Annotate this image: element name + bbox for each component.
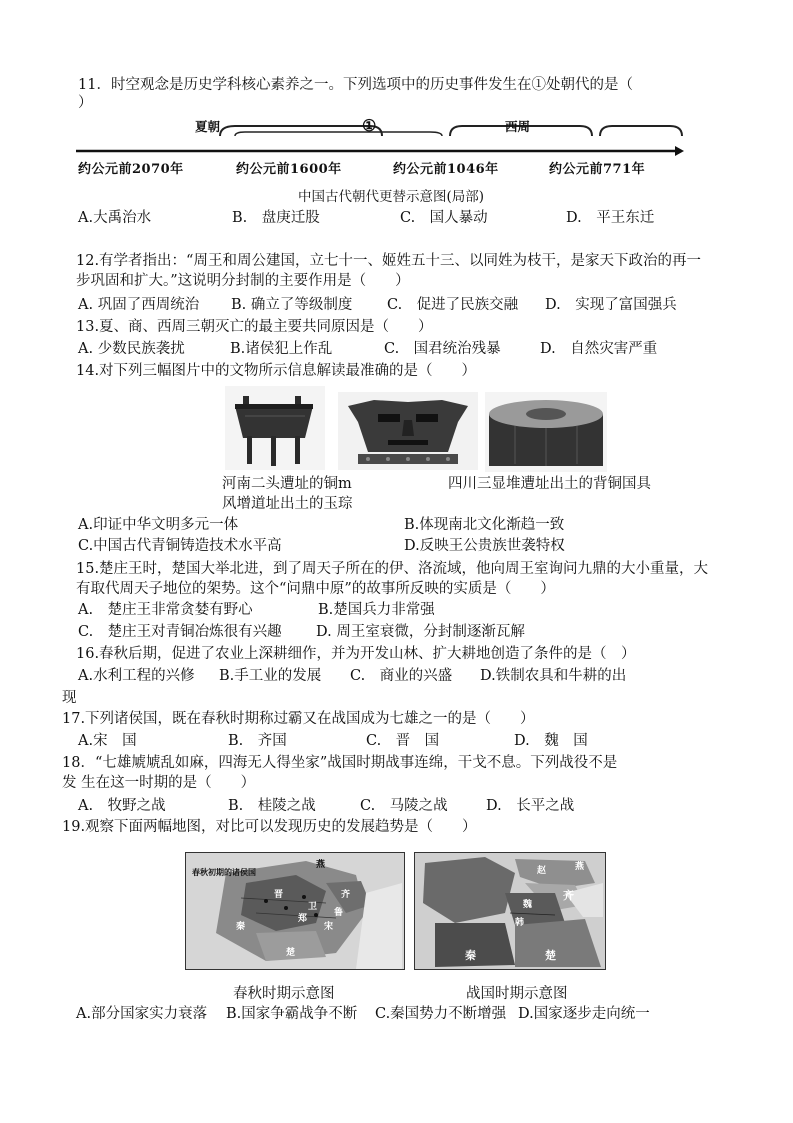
- q16-option-b: B.手工业的发展: [219, 668, 322, 684]
- q17-option-a: A.宋 国: [78, 733, 137, 749]
- q11-figure-caption: 中国古代朝代更替示意图(局部): [298, 189, 485, 205]
- q19-option-b: B.国家争霸战争不断: [226, 1006, 358, 1022]
- q15-option-b: B.楚国兵力非常强: [318, 602, 435, 618]
- map2-label-yan: 燕: [575, 862, 585, 872]
- map2-label-qi: 齐: [563, 889, 574, 902]
- q13-stem: 13.夏、商、西周三朝灭亡的最主要共同原因是（ ）: [76, 319, 433, 335]
- q11-option-b: B. 盘庚迁股: [232, 210, 320, 226]
- timeline-arrow-icon: [675, 146, 684, 156]
- q14-caption1-line2: 风增道址出土的玉琮: [222, 496, 353, 512]
- q17-option-b: B. 齐国: [228, 733, 287, 749]
- q11-option-d: D. 平王东迁: [566, 210, 655, 226]
- q19-stem: 19.观察下面两幅地图，对比可以发现历史的发展趋势是（ ）: [62, 819, 477, 835]
- timeline-date-3: 约公元前1046年: [393, 162, 499, 177]
- q12-stem-line1: 12.有学者指出：“周王和周公建国，立七十一、姬姓五十三、以同姓为枝干，是家天下政治的再一: [76, 253, 701, 269]
- q14-option-a: A.印证中华文明多元一体: [78, 517, 239, 533]
- xia-bracket: [220, 126, 382, 136]
- q16-option-d: D.铁制农具和牛耕的出: [480, 668, 627, 684]
- q12-stem-line2: 步巩固和扩大。”这说明分封制的主要作用是（ ）: [76, 273, 410, 289]
- spring-autumn-map: [185, 852, 405, 970]
- map2-label-han: 韩: [515, 918, 525, 928]
- q11-stem-line1: 11．时空观念是历史学科核心素养之一。下列选项中的历史事件发生在①处朝代的是（: [78, 77, 633, 93]
- map2-label-zhao: 赵: [537, 866, 547, 876]
- map1-label-song: 宋: [324, 922, 334, 932]
- q14-option-b: B.体现南北文化渐趋一致: [404, 517, 565, 533]
- map1-label-yan: 燕: [316, 860, 326, 870]
- q15-stem-line1: 15.楚庄王时，楚国大举北进，到了周天子所在的伊、洛流域，他向周王室询问九鼎的大小重量，大: [76, 561, 709, 577]
- jade-cong-image: [485, 392, 607, 472]
- q13-option-a: A. 少数民族袭扰: [78, 341, 185, 357]
- q18-stem-line2: 发 生在这一时期的是（ ）: [62, 775, 256, 791]
- q11-option-a: A.大禹治水: [78, 210, 152, 226]
- timeline-era-xia: 夏朝: [195, 119, 221, 134]
- q17-option-c: C. 晋 国: [366, 733, 440, 749]
- q17-option-d: D. 魏 国: [514, 733, 588, 749]
- q18-stem-line1: 18．“七雄虓虓乱如麻，四海无人得坐家”战国时期战事连绵，干戈不息。下列战役不是: [62, 755, 618, 771]
- q18-option-d: D. 长平之战: [486, 798, 575, 814]
- q19-caption2: 战国时期示意图: [466, 986, 568, 1002]
- q12-option-c: C. 促进了民族交融: [387, 297, 519, 313]
- q15-stem-line2: 有取代周天子地位的架势。这个“问鼎中原”的故事所反映的实质是（ ）: [76, 581, 555, 597]
- q19-option-c: C.秦国势力不断增强: [375, 1006, 507, 1022]
- map1-title: 春秋初期的诸侯国: [192, 867, 256, 877]
- q16-option-d-wrap: 现: [62, 690, 77, 706]
- q14-caption1-line1: 河南二头遭址的铜m: [222, 476, 352, 492]
- map1-label-jin: 晋: [274, 890, 284, 900]
- map1-label-zheng: 郑: [298, 914, 308, 924]
- q16-stem: 16.春秋后期，促进了农业上深耕细作，并为开发山林、扩大耕地创造了条件的是（ ）: [76, 646, 636, 662]
- timeline-date-4: 约公元前771年: [549, 162, 646, 177]
- q18-option-b: B. 桂陵之战: [228, 798, 316, 814]
- map2-label-qin: 秦: [465, 949, 476, 962]
- q14-option-d: D.反映王公贵族世袭特权: [404, 538, 565, 554]
- map1-label-chu: 楚: [286, 948, 296, 958]
- q19-option-a: A.部分国家实力衰落: [76, 1006, 208, 1022]
- map1-label-wei: 卫: [308, 902, 318, 912]
- q14-stem: 14.对下列三幅图片中的文物所示信息解读最准确的是（ ）: [76, 363, 477, 379]
- zhou-bracket: [600, 126, 682, 136]
- q12-option-a: A. 巩固了西周统治: [78, 297, 200, 313]
- q13-option-b: B.诸侯犯上作乱: [230, 341, 333, 357]
- q11-stem-line2: ）: [78, 95, 93, 111]
- era1-bracket: [235, 132, 442, 136]
- bronze-mask-image: [338, 392, 478, 470]
- map2-label-chu: 楚: [545, 949, 556, 962]
- q12-option-d: D. 实现了富国强兵: [545, 297, 677, 313]
- q17-stem: 17.下列诸侯国，既在春秋时期称过霸又在战国成为七雄之一的是（ ）: [62, 711, 535, 727]
- map1-label-qi: 齐: [341, 890, 351, 900]
- q16-option-c: C. 商业的兴盛: [350, 668, 453, 684]
- q13-option-d: D. 自然灾害严重: [540, 341, 658, 357]
- q14-caption2: 四川三显堆遭址出土的背铜国具: [448, 476, 651, 492]
- q11-option-c: C. 国人暴动: [400, 210, 488, 226]
- q12-option-b: B. 确立了等级制度: [231, 297, 353, 313]
- q13-option-c: C. 国君统治残暴: [384, 341, 501, 357]
- q19-caption1: 春秋时期示意图: [233, 986, 335, 1002]
- q18-option-a: A. 牧野之战: [78, 798, 166, 814]
- q15-option-d: D. 周王室衰微，分封制逐渐瓦解: [316, 624, 525, 640]
- warring-states-map: [414, 852, 606, 970]
- timeline-date-2: 约公元前1600年: [236, 162, 342, 177]
- q15-option-a: A. 楚庄王非常贪婪有野心: [78, 602, 253, 618]
- q16-option-a: A.水利工程的兴修: [78, 668, 195, 684]
- map1-label-qin: 秦: [236, 922, 246, 932]
- map1-label-lu: 鲁: [334, 908, 344, 918]
- q18-option-c: C. 马陵之战: [360, 798, 448, 814]
- bronze-ding-image: [225, 386, 325, 470]
- timeline-date-1: 约公元前2070年: [78, 162, 184, 177]
- q19-option-d: D.国家逐步走向统一: [518, 1006, 650, 1022]
- timeline-era-xizhou: 西周: [505, 119, 531, 134]
- map2-label-wei: 魏: [523, 900, 533, 910]
- q15-option-c: C. 楚庄王对青铜冶炼很有兴趣: [78, 624, 282, 640]
- q14-option-c: C.中国古代青铜铸造技术水平高: [78, 538, 282, 554]
- timeline-era-1: ①: [362, 116, 377, 135]
